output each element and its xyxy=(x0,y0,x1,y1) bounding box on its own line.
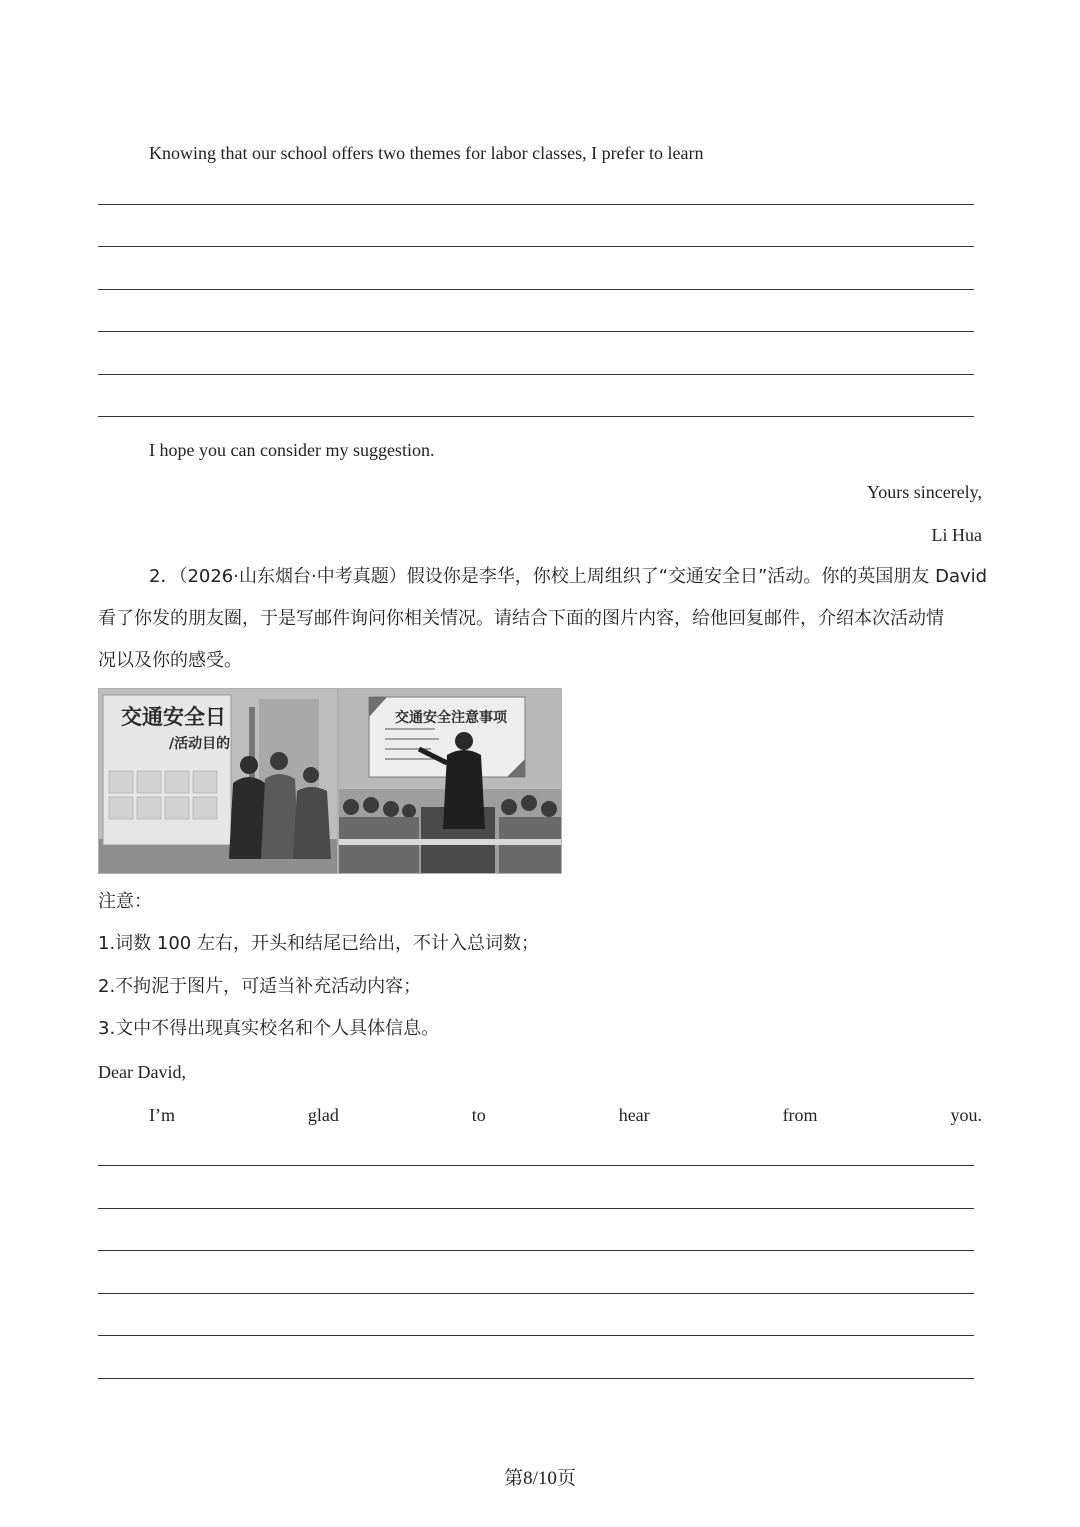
writing-line[interactable] xyxy=(98,1378,974,1379)
writing-line[interactable] xyxy=(98,1165,974,1166)
closing-hope: I hope you can consider my suggestion. xyxy=(149,440,435,460)
note-item: 1.词数 100 左右，开头和结尾已给出，不计入总词数； xyxy=(98,933,539,954)
writing-line[interactable] xyxy=(98,1293,974,1294)
note-item: 2.不拘泥于图片，可适当补充活动内容； xyxy=(98,976,422,997)
page-number: 第8/10页 xyxy=(504,1468,576,1489)
activity-photo-exhibition xyxy=(98,688,338,874)
question-2-line2: 看了你发的朋友圈，于是写邮件询问你相关情况。请结合下面的图片内容，给他回复邮件，介绍本次活动情 xyxy=(98,608,944,629)
opening-word: hear xyxy=(618,1105,650,1125)
letter-greeting: Dear David, xyxy=(98,1062,186,1082)
opening-word: to xyxy=(471,1105,486,1125)
writing-line[interactable] xyxy=(98,246,974,247)
question-2-line1 xyxy=(149,565,987,589)
signature: Li Hua xyxy=(931,525,982,545)
writing-line[interactable] xyxy=(98,289,974,290)
photo-slide-title: 交通安全注意事项 xyxy=(395,710,507,726)
opening-word: you. xyxy=(950,1105,982,1125)
writing-line[interactable] xyxy=(98,1250,974,1251)
question-number: 2． xyxy=(149,566,179,587)
opening-word: from xyxy=(782,1105,818,1125)
question-2-line3: 况以及你的感受。 xyxy=(98,650,242,671)
writing-line[interactable] xyxy=(98,1335,974,1336)
opening-word: glad xyxy=(307,1105,339,1125)
writing-line[interactable] xyxy=(98,331,974,332)
writing-line[interactable] xyxy=(98,204,974,205)
labor-class-intro: Knowing that our school offers two themes for labor classes, I prefer to learn xyxy=(149,143,704,163)
photo-sign-title: 交通安全日 xyxy=(121,705,226,729)
letter-opening-sentence xyxy=(149,1103,982,1127)
note-item: 3.文中不得出现真实校名和个人具体信息。 xyxy=(98,1018,440,1039)
activity-photo-lecture xyxy=(338,688,562,874)
sign-off: Yours sincerely, xyxy=(867,482,982,502)
notes-heading: 注意： xyxy=(98,891,152,912)
question-text: 假设你是李华，你校上周组织了“交通安全日”活动。你的英国朋友 David xyxy=(406,566,988,587)
opening-word: I’m xyxy=(149,1105,175,1125)
question-source: （2026·山东烟台·中考真题） xyxy=(178,566,407,587)
writing-line[interactable] xyxy=(98,374,974,375)
photo-sign-subtitle: /活动目的 xyxy=(169,736,231,752)
writing-line[interactable] xyxy=(98,1208,974,1209)
writing-line[interactable] xyxy=(98,416,974,417)
